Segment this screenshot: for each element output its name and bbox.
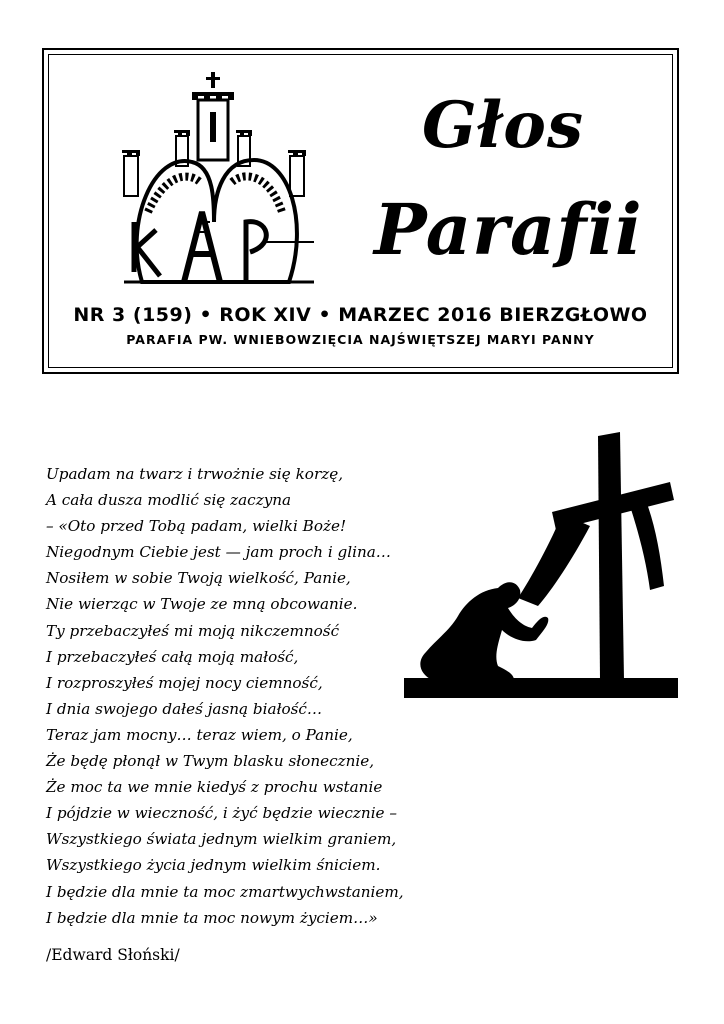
kneeling-figure-cross-illustration	[402, 430, 680, 700]
poem-line: Nosiłem w sobie Twoją wielkość, Panie,	[46, 569, 351, 588]
poem-author: /Edward Słoński/	[46, 946, 180, 964]
poem-line: Nie wierząc w Twoje ze mną obcowanie.	[46, 595, 358, 614]
poem-line: Ty przebaczyłeś mi moją nikczemność	[46, 621, 340, 640]
poem-line: I rozproszyłeś mojej nocy ciemność,	[46, 673, 323, 692]
poem-line: A cała dusza modlić się zaczyna	[46, 491, 292, 510]
poem-line: I dnia swojego dałeś jasną białość…	[46, 699, 323, 718]
poem-line: I będzie dla mnie ta moc zmartwychwstaniem,	[46, 882, 404, 901]
masthead-title-line2: Parafii	[374, 188, 643, 271]
poem-line: Niegodnym Ciebie jest — jam proch i glina…	[46, 543, 391, 562]
parish-name: PARAFIA PW. WNIEBOWZIĘCIA NAJŚWIĘTSZEJ MARYI PANNY	[126, 332, 595, 347]
poem-line: I pójdzie w wieczność, i żyć będzie wiecznie –	[46, 804, 397, 823]
poem-line: – «Oto przed Tobą padam, wielki Boże!	[46, 517, 347, 536]
parish-logo	[114, 72, 324, 292]
masthead-title-line1: Głos	[422, 88, 584, 163]
poem-line: Że będę płonął w Twym blasku słonecznie,	[46, 752, 375, 771]
poem-line: Wszystkiego świata jednym wielkim graniem,	[46, 830, 397, 849]
poem-line: I przebaczyłeś całą moją małość,	[46, 647, 299, 666]
poem-line: Że moc ta we mnie kiedyś z prochu wstanie	[46, 778, 383, 797]
poem-line: I będzie dla mnie ta moc nowym życiem…»	[46, 908, 378, 927]
poem-line: Upadam na twarz i trwożnie się korzę,	[46, 465, 344, 483]
masthead-frame	[42, 48, 679, 374]
poem-line: Teraz jam mocny… teraz wiem, o Panie,	[46, 725, 353, 744]
poem-line: Wszystkiego życia jednym wielkim śniciem.	[46, 856, 381, 875]
issue-info: NR 3 (159) • ROK XIV • MARZEC 2016 BIERZGŁOWO	[73, 304, 648, 326]
